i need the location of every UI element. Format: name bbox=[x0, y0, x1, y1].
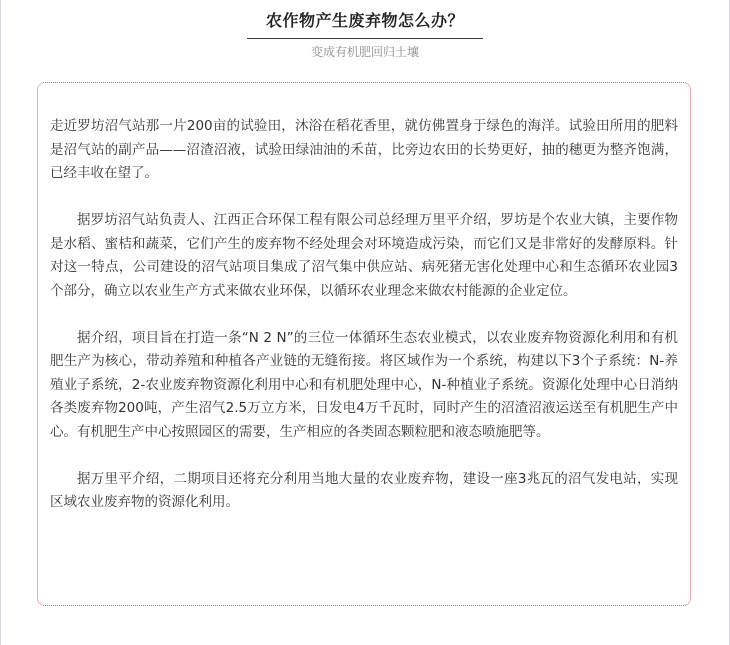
article-header bbox=[1, 10, 729, 60]
article-title: 农作物产生废弃物怎么办？ bbox=[265, 11, 464, 30]
paragraph-intro: 走近罗坊沼气站那一片200亩的试验田，沐浴在稻花香里，就仿佛置身于绿色的海洋。试验田所用的肥料是沼气站的副产品——沼渣沼液，试验田绿油油的禾苗，比旁边农田的长势更好，抽的穗更为整齐饱满，已经丰收在望了。 bbox=[50, 118, 678, 181]
title-underline bbox=[247, 10, 483, 39]
paragraph-phase-two: 据万里平介绍，二期项目还将充分利用当地大量的农业废弃物，建设一座3兆瓦的沼气发电站，实现区域农业废弃物的资源化利用。 bbox=[50, 470, 678, 510]
paragraph-model: 据介绍，项目旨在打造一条“N 2 N”的三位一体循环生态农业模式，以农业废弃物资源化利用和有机肥生产为核心，带动养殖和种植各产业链的无缝衔接。将区域作为一个系统，构建以下3个子系统：N-养殖业子系统，2-农业废弃物资源化利用中心和有机肥处理中心，N-种植业子系统。资源化处理中心日消纳各类废弃物200吨，产生沼气2.5万立方米，日发电4万千瓦时，同时产生的沼渣沼液运送至有机肥生产中心。有机肥生产中心按照园区的需要，生产相应的各类固态颗粒肥和液态喷施肥等。 bbox=[50, 329, 678, 440]
article-subtitle: 变成有机肥回归土壤 bbox=[310, 45, 419, 59]
paragraph-background: 据罗坊沼气站负责人、江西正合环保工程有限公司总经理万里平介绍，罗坊是个农业大镇，主要作物是水稻、蜜桔和蔬菜，它们产生的废弃物不经处理会对环境造成污染，而它们又是非常好的发酵原料。针对这一特点，公司建设的沼气站项目集成了沼气集中供应站、病死猪无害化处理中心和生态循环农业园3个部分，确立以农业生产方式来做农业环保，以循环农业理念来做农村能源的企业定位。 bbox=[50, 212, 678, 299]
article-content-box bbox=[37, 82, 691, 606]
